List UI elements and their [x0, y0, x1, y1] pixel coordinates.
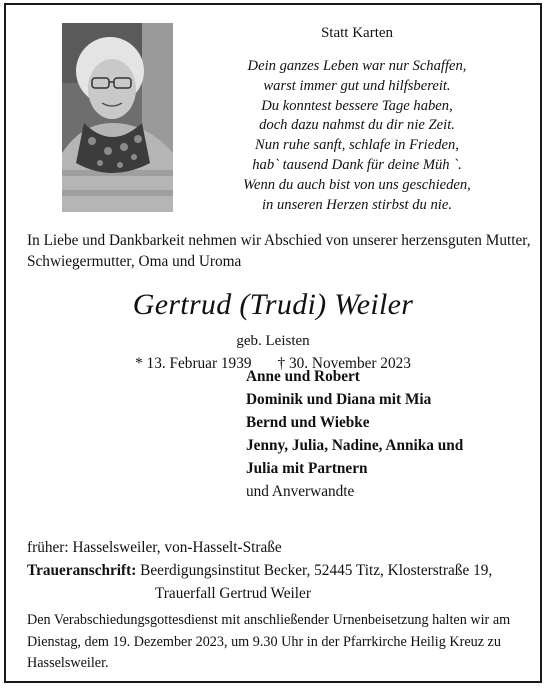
former-address: früher: Hasselsweiler, von-Hasselt-Straße: [27, 539, 282, 556]
intro-text: In Liebe und Dankbarkeit nehmen wir Abschied von unserer herzensguten Mutter, Schwiegermutter, Oma und Uroma: [27, 232, 531, 270]
mourning-address-row: [27, 559, 537, 582]
family-list: [246, 365, 536, 503]
poem-line: Dein ganzes Leben war nur Schaffen,: [247, 58, 467, 74]
death-date: † 30. November 2023: [277, 355, 411, 372]
birth-name: geb. Leisten: [236, 333, 310, 349]
family-closing: und Anverwandte: [246, 483, 355, 500]
mourning-address-line2: Trauerfall Gertrud Weiler: [155, 585, 311, 602]
poem-line: in unseren Herzen stirbst du nie.: [262, 196, 452, 213]
family-member: Jenny, Julia, Nadine, Annika und: [246, 437, 464, 454]
family-member: Julia mit Partnern: [246, 460, 368, 477]
poem-line: Wenn du auch bist von uns geschieden,: [243, 176, 471, 193]
poem: [206, 57, 508, 215]
poem-line: warst immer gut und hilfsbereit.: [263, 77, 451, 94]
birth-date: * 13. Februar 1939: [135, 355, 252, 372]
poem-line: Nun ruhe sanft, schlafe in Frieden,: [255, 137, 459, 154]
family-member: Bernd und Wiebke: [246, 414, 370, 431]
funeral-notice: Den Verabschiedungsgottesdienst mit anschließender Urnenbeisetzung halten wir am Dienstag, dem 19. Dezember 2023, um 9.30 Uhr in der Pfarrkirche Heilig Kreuz zu Hasselsweiler.: [27, 612, 511, 671]
deceased-name: Gertrud (Trudi) Weiler: [132, 288, 414, 321]
poem-line: hab` tausend Dank für deine Müh `.: [252, 156, 462, 173]
family-member: Anne und Robert: [246, 368, 360, 385]
portrait-photo: [62, 23, 173, 212]
mourning-address-label: Traueranschrift:: [27, 562, 137, 579]
header-statt-karten: Statt Karten: [320, 25, 394, 41]
poem-line: Du konntest bessere Tage haben,: [261, 97, 453, 114]
poem-line: doch dazu nahmst du dir nie Zeit.: [259, 117, 455, 134]
mourning-address-line1: Beerdigungsinstitut Becker, 52445 Titz, Klosterstraße 19,: [140, 562, 493, 579]
obituary-card: [4, 3, 542, 683]
family-member: Dominik und Diana mit Mia: [246, 391, 432, 408]
address-block: [27, 536, 537, 605]
